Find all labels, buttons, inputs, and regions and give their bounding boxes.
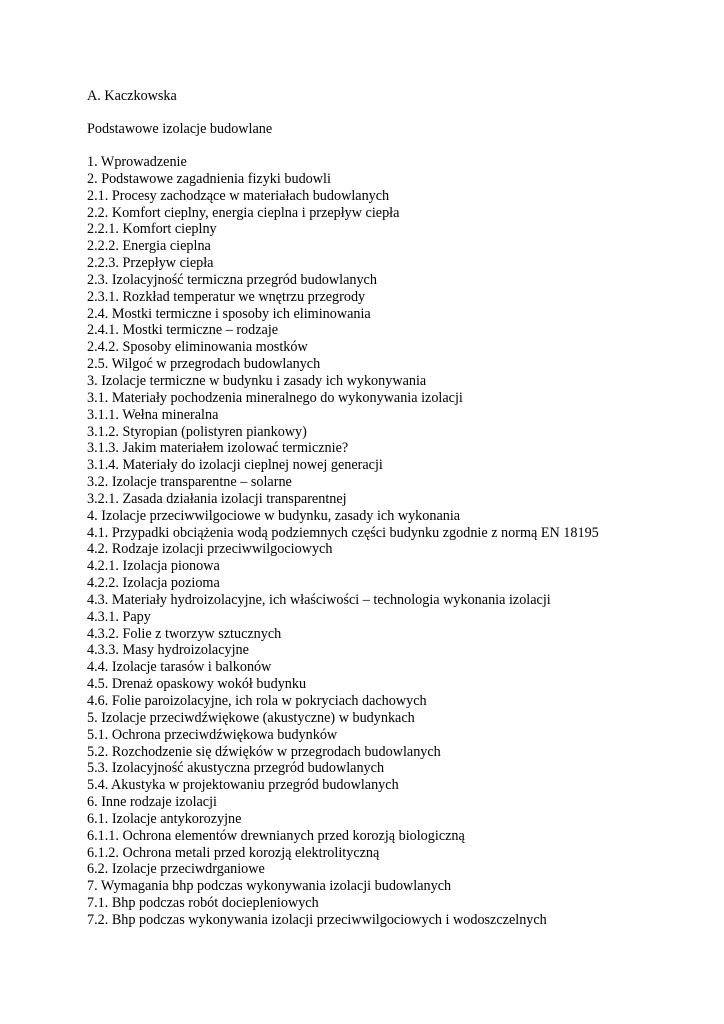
toc-entry: 3.1.3. Jakim materiałem izolować termicznie? xyxy=(87,440,349,457)
toc-entry: 3.1.2. Styropian (polistyren piankowy) xyxy=(87,423,307,440)
toc-entry: 4.5. Drenaż opaskowy wokół budynku xyxy=(87,676,307,693)
toc-entry: 3.1. Materiały pochodzenia mineralnego do wykonywania izolacji xyxy=(87,389,463,406)
toc-entry: 4.3.3. Masy hydroizolacyjne xyxy=(87,642,249,659)
toc-entry: 6.1.1. Ochrona elementów drewnianych przed korozją biologiczną xyxy=(87,827,465,844)
document-title: Podstawowe izolacje budowlane xyxy=(87,121,273,137)
toc-entry: 2.3.1. Rozkład temperatur we wnętrzu przegrody xyxy=(87,288,366,305)
toc-entry: 6.2. Izolacje przeciwdrganiowe xyxy=(87,861,265,878)
toc-entry: 2.2.1. Komfort cieplny xyxy=(87,221,217,238)
toc-entry: 3. Izolacje termiczne w budynku i zasady ich wykonywania xyxy=(87,372,427,389)
toc-entry: 4.3.1. Papy xyxy=(87,608,151,625)
toc-entry: 6.1.2. Ochrona metali przed korozją elektrolityczną xyxy=(87,844,380,861)
toc-entry: 2.4.2. Sposoby eliminowania mostków xyxy=(87,339,308,356)
toc-entry: 2.4.1. Mostki termiczne – rodzaje xyxy=(87,322,279,339)
toc-entry: 2.2.2. Energia cieplna xyxy=(87,238,211,255)
toc-entry: 7. Wymagania bhp podczas wykonywania izolacji budowlanych xyxy=(87,878,452,895)
toc-entry: 6.1. Izolacje antykorozyjne xyxy=(87,810,242,827)
author-name: A. Kaczkowska xyxy=(87,88,177,104)
toc-entry: 4.3.2. Folie z tworzyw sztucznych xyxy=(87,625,282,642)
toc-entry: 3.1.1. Wełna mineralna xyxy=(87,406,219,423)
toc-entry: 2.1. Procesy zachodzące w materiałach budowlanych xyxy=(87,187,390,204)
toc-entry: 4. Izolacje przeciwwilgociowe w budynku, zasady ich wykonania xyxy=(87,507,461,524)
toc-entry: 5.1. Ochrona przeciwdźwiękowa budynków xyxy=(87,726,338,743)
toc-entry: 2.5. Wilgoć w przegrodach budowlanych xyxy=(87,356,321,373)
toc-entry: 2.4. Mostki termiczne i sposoby ich eliminowania xyxy=(87,305,371,322)
toc-entry: 5.4. Akustyka w projektowaniu przegród budowlanych xyxy=(87,777,399,794)
toc-entry: 1. Wprowadzenie xyxy=(87,154,187,170)
table-of-contents xyxy=(87,154,707,929)
toc-entry: 3.1.4. Materiały do izolacji cieplnej nowej generacji xyxy=(87,457,383,474)
toc-entry: 4.6. Folie paroizolacyjne, ich rola w pokryciach dachowych xyxy=(87,693,427,709)
toc-entry: 4.3. Materiały hydroizolacyjne, ich właściwości – technologia wykonania izolacji xyxy=(87,591,551,608)
toc-entry: 5.3. Izolacyjność akustyczna przegród budowlanych xyxy=(87,760,385,777)
toc-entry: 3.2. Izolacje transparentne – solarne xyxy=(87,474,292,491)
toc-entry: 5. Izolacje przeciwdźwiękowe (akustyczne) w budynkach xyxy=(87,709,415,726)
toc-entry: 7.1. Bhp podczas robót dociepleniowych xyxy=(87,895,319,912)
toc-entry: 4.1. Przypadki obciążenia wodą podziemnych części budynku zgodnie z normą EN 18195 xyxy=(87,524,599,541)
toc-entry: 3.2.1. Zasada działania izolacji transparentnej xyxy=(87,490,347,507)
toc-entry: 4.2. Rodzaje izolacji przeciwwilgociowych xyxy=(87,541,333,558)
document-content xyxy=(87,86,707,929)
toc-entry: 2. Podstawowe zagadnienia fizyki budowli xyxy=(87,170,331,187)
toc-entry: 5.2. Rozchodzenie się dźwięków w przegrodach budowlanych xyxy=(87,743,441,760)
toc-entry: 4.4. Izolacje tarasów i balkonów xyxy=(87,659,272,676)
toc-entry: 2.2. Komfort cieplny, energia cieplna i przepływ ciepła xyxy=(87,204,400,221)
toc-entry: 4.2.2. Izolacja pozioma xyxy=(87,575,220,592)
toc-entry: 4.2.1. Izolacja pionowa xyxy=(87,558,220,575)
toc-entry: 7.2. Bhp podczas wykonywania izolacji przeciwwilgociowych i wodoszczelnych xyxy=(87,911,547,928)
toc-entry: 6. Inne rodzaje izolacji xyxy=(87,794,217,811)
toc-entry: 2.3. Izolacyjność termiczna przegród budowlanych xyxy=(87,271,377,288)
toc-entry: 2.2.3. Przepływ ciepła xyxy=(87,255,214,272)
